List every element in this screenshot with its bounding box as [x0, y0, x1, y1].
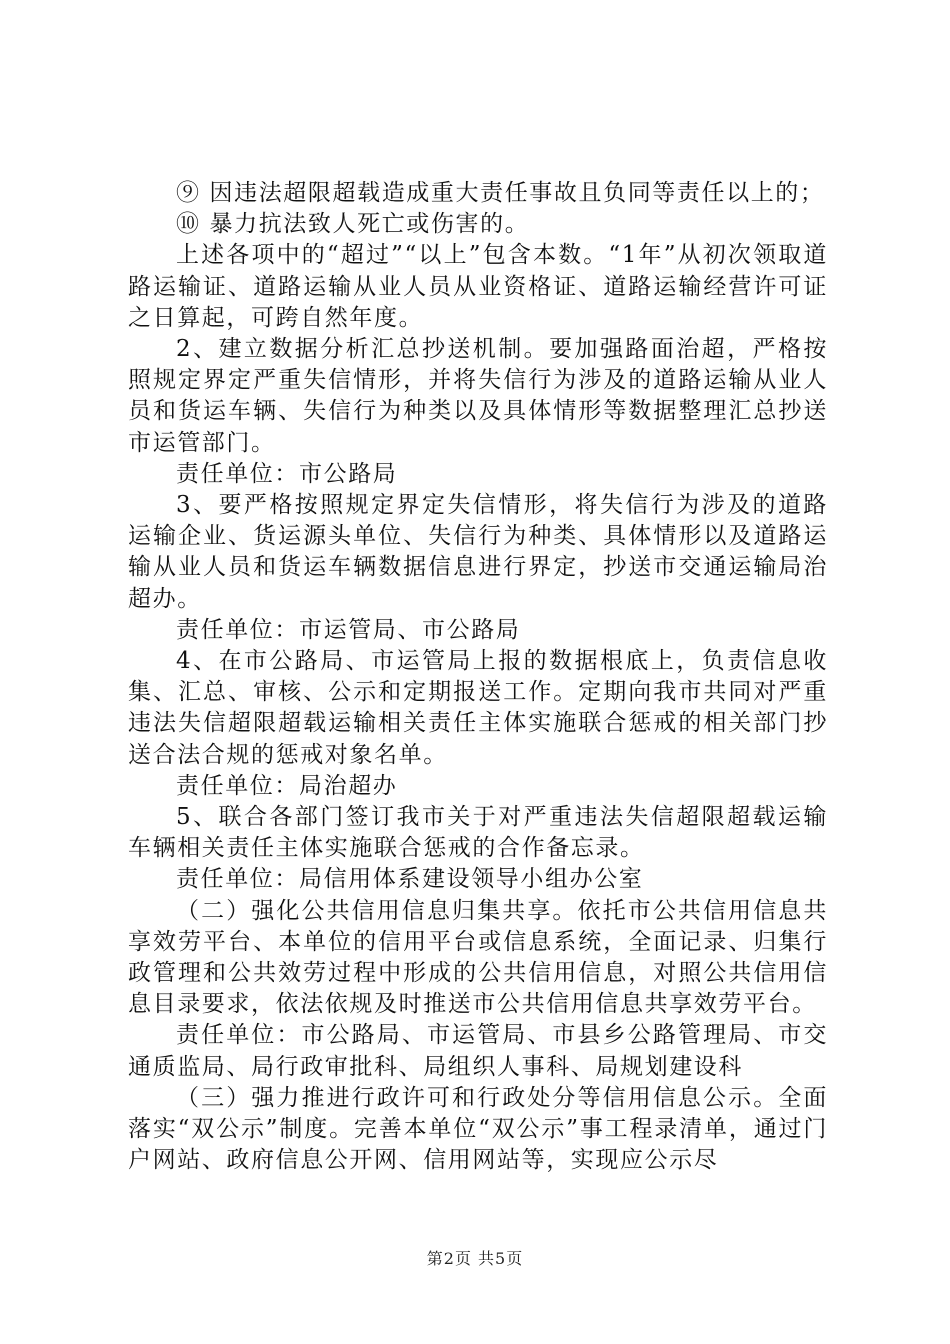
paragraph-section-4: 4、在市公路局、市运管局上报的数据根底上，负责信息收集、汇总、审核、公示和定期报送工作。定期向我市共同对严重违法失信超限超载运输相关责任主体实施联合惩戒的相关部门抄送合法合规的惩戒对象名单。 — [128, 648, 828, 768]
page-number-footer: 第2页 共5页 — [426, 1249, 524, 1268]
paragraph-item-9: ⑨ 因违法超限超载造成重大责任事故且负同等责任以上的； — [176, 180, 825, 206]
paragraph-section-5: 5、联合各部门签订我市关于对严重违法失信超限超载运输车辆相关责任主体实施联合惩戒的合作备忘录。 — [128, 804, 828, 862]
paragraph-part-3-disclosure: （三）强力推进行政许可和行政处分等信用信息公示。全面落实“双公示”制度。完善本单位“双公示”事工程录清单，通过门户网站、政府信息公开网、信用网站等，实现应公示尽 — [128, 1084, 828, 1174]
paragraph-definitions-note: 上述各项中的“超过”“以上”包含本数。“1年”从初次领取道路运输证、道路运输从业人员从业资格证、道路运输经营许可证之日算起，可跨自然年度。 — [128, 242, 828, 331]
responsible-unit-3: 责任单位：市运管局、市公路局 — [176, 616, 521, 643]
paragraph-item-10: ⑩ 暴力抗法致人死亡或伤害的。 — [176, 211, 530, 238]
paragraph-part-2-credit-sharing: （二）强化公共信用信息归集共享。依托市公共信用信息共享效劳平台、本单位的信用平台或信息系统，全面记录、归集行政管理和公共效劳过程中形成的公共信用信息，对照公共信用信息目录要求，依法依规及时推送市公共信用信息共享效劳平台。 — [128, 897, 828, 1018]
paragraph-section-3: 3、要严格按照规定界定失信情形，将失信行为涉及的道路运输企业、货运源头单位、失信行为种类、具体情形以及道路运输从业人员和货运车辆数据信息进行界定，抄送市交通运输局治超办。 — [128, 492, 828, 612]
responsible-unit-4: 责任单位：局治超办 — [176, 772, 398, 799]
paragraph-section-2: 2、建立数据分析汇总抄送机制。要加强路面治超，严格按照规定界定严重失信情形，并将失信行为涉及的道路运输从业人员和货运车辆、失信行为种类以及具体情形等数据整理汇总抄送市运管部门。 — [128, 336, 828, 456]
responsible-unit-5: 责任单位：局信用体系建设领导小组办公室 — [176, 866, 644, 893]
document-body — [128, 178, 828, 1177]
responsible-unit-2: 责任单位：市公路局 — [176, 460, 398, 487]
responsible-unit-part-2: 责任单位：市公路局、市运管局、市县乡公路管理局、市交通质监局、局行政审批科、局组织人事科、局规划建设科 — [128, 1022, 828, 1080]
